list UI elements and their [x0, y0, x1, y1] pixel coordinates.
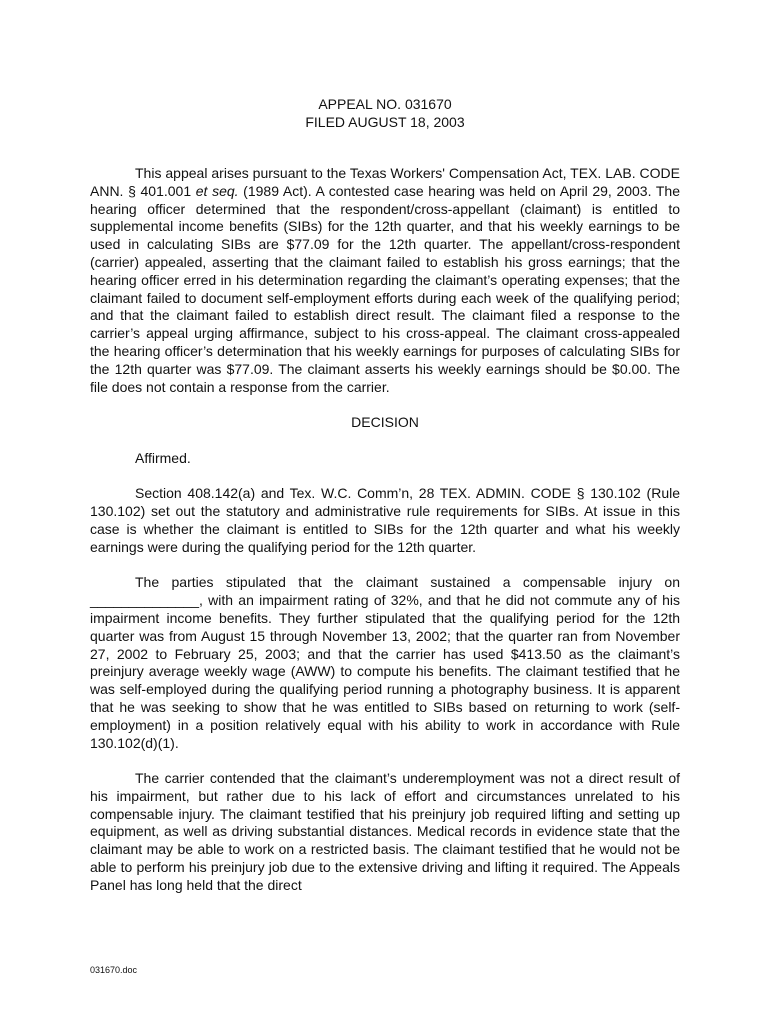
- footer-filename: 031670.doc: [90, 965, 138, 975]
- intro-paragraph: This appeal arises pursuant to the Texas Workers' Compensation Act, TEX. LAB. CODE ANN. § 401.001 et seq. (1989 Act). A contested case hearing was held on April 29, 2003. The hearing officer determined that the respondent/cross-appellant (claimant) is entitled to supplemental income benefits (SIBs) for the 12th quarter, and that his weekly earnings to be used in calculating SIBs are $77.09 for the 12th quarter. The appellant/cross-respondent (carrier) appealed, asserting that the claimant failed to establish his gross earnings; that the hearing officer erred in his determination regarding the claimant’s operating expenses; that the claimant failed to document self-employment efforts during each week of the qualifying period; and that the claimant failed to establish direct result. The claimant filed a response to the carrier’s appeal urging affirmance, subject to his cross-appeal. The claimant cross-appealed the hearing officer’s determination that his weekly earnings for purposes of calculating SIBs for the 12th quarter was $77.09. The claimant asserts his weekly earnings should be $0.00. The file does not contain a response from the carrier.: [90, 165, 680, 395]
- decision-heading: DECISION: [351, 414, 419, 431]
- document-body: [90, 165, 680, 895]
- affirmed-line: Affirmed.: [135, 449, 191, 466]
- body-paragraph: The parties stipulated that the claimant sustained a compensable injury on ______________, with an impairment rating of 32%, and that he did not commute any of his impairment income benefits. They further stipulated that the qualifying period for the 12th quarter was from August 15 through November 13, 2002; that the quarter ran from November 27, 2002 to February 25, 2003; and that the carrier has used $413.50 as the claimant’s preinjury average weekly wage (AWW) to compute his benefits. The claimant testified that he was self-employed during the qualifying period running a photography business. It is apparent that he was seeking to show that he was entitled to SIBs based on returning to work (self-employment) in a position relatively equal with his ability to work in accordance with Rule 130.102(d)(1).: [90, 574, 680, 751]
- appeal-number: APPEAL NO. 031670: [318, 96, 452, 112]
- et-seq-italic: et seq.: [195, 182, 239, 199]
- filed-date: FILED AUGUST 18, 2003: [305, 114, 465, 130]
- body-paragraph: The carrier contended that the claimant’s underemployment was not a direct result of his impairment, but rather due to his lack of effort and circumstances unrelated to his compensable injury. The claimant testified that his preinjury job required lifting and setting up equipment, as well as driving substantial distances. Medical records in evidence state that the claimant may be able to work on a restricted basis. The claimant testified that he would not be able to perform his preinjury job due to the extensive driving and lifting it required. The Appeals Panel has long held that the direct: [90, 770, 680, 893]
- body-paragraph: Section 408.142(a) and Tex. W.C. Comm’n, 28 TEX. ADMIN. CODE § 130.102 (Rule 130.102) set out the statutory and administrative rule requirements for SIBs. At issue in this case is whether the claimant is entitled to SIBs for the 12th quarter and what his weekly earnings were during the qualifying period for the 12th quarter.: [90, 485, 680, 555]
